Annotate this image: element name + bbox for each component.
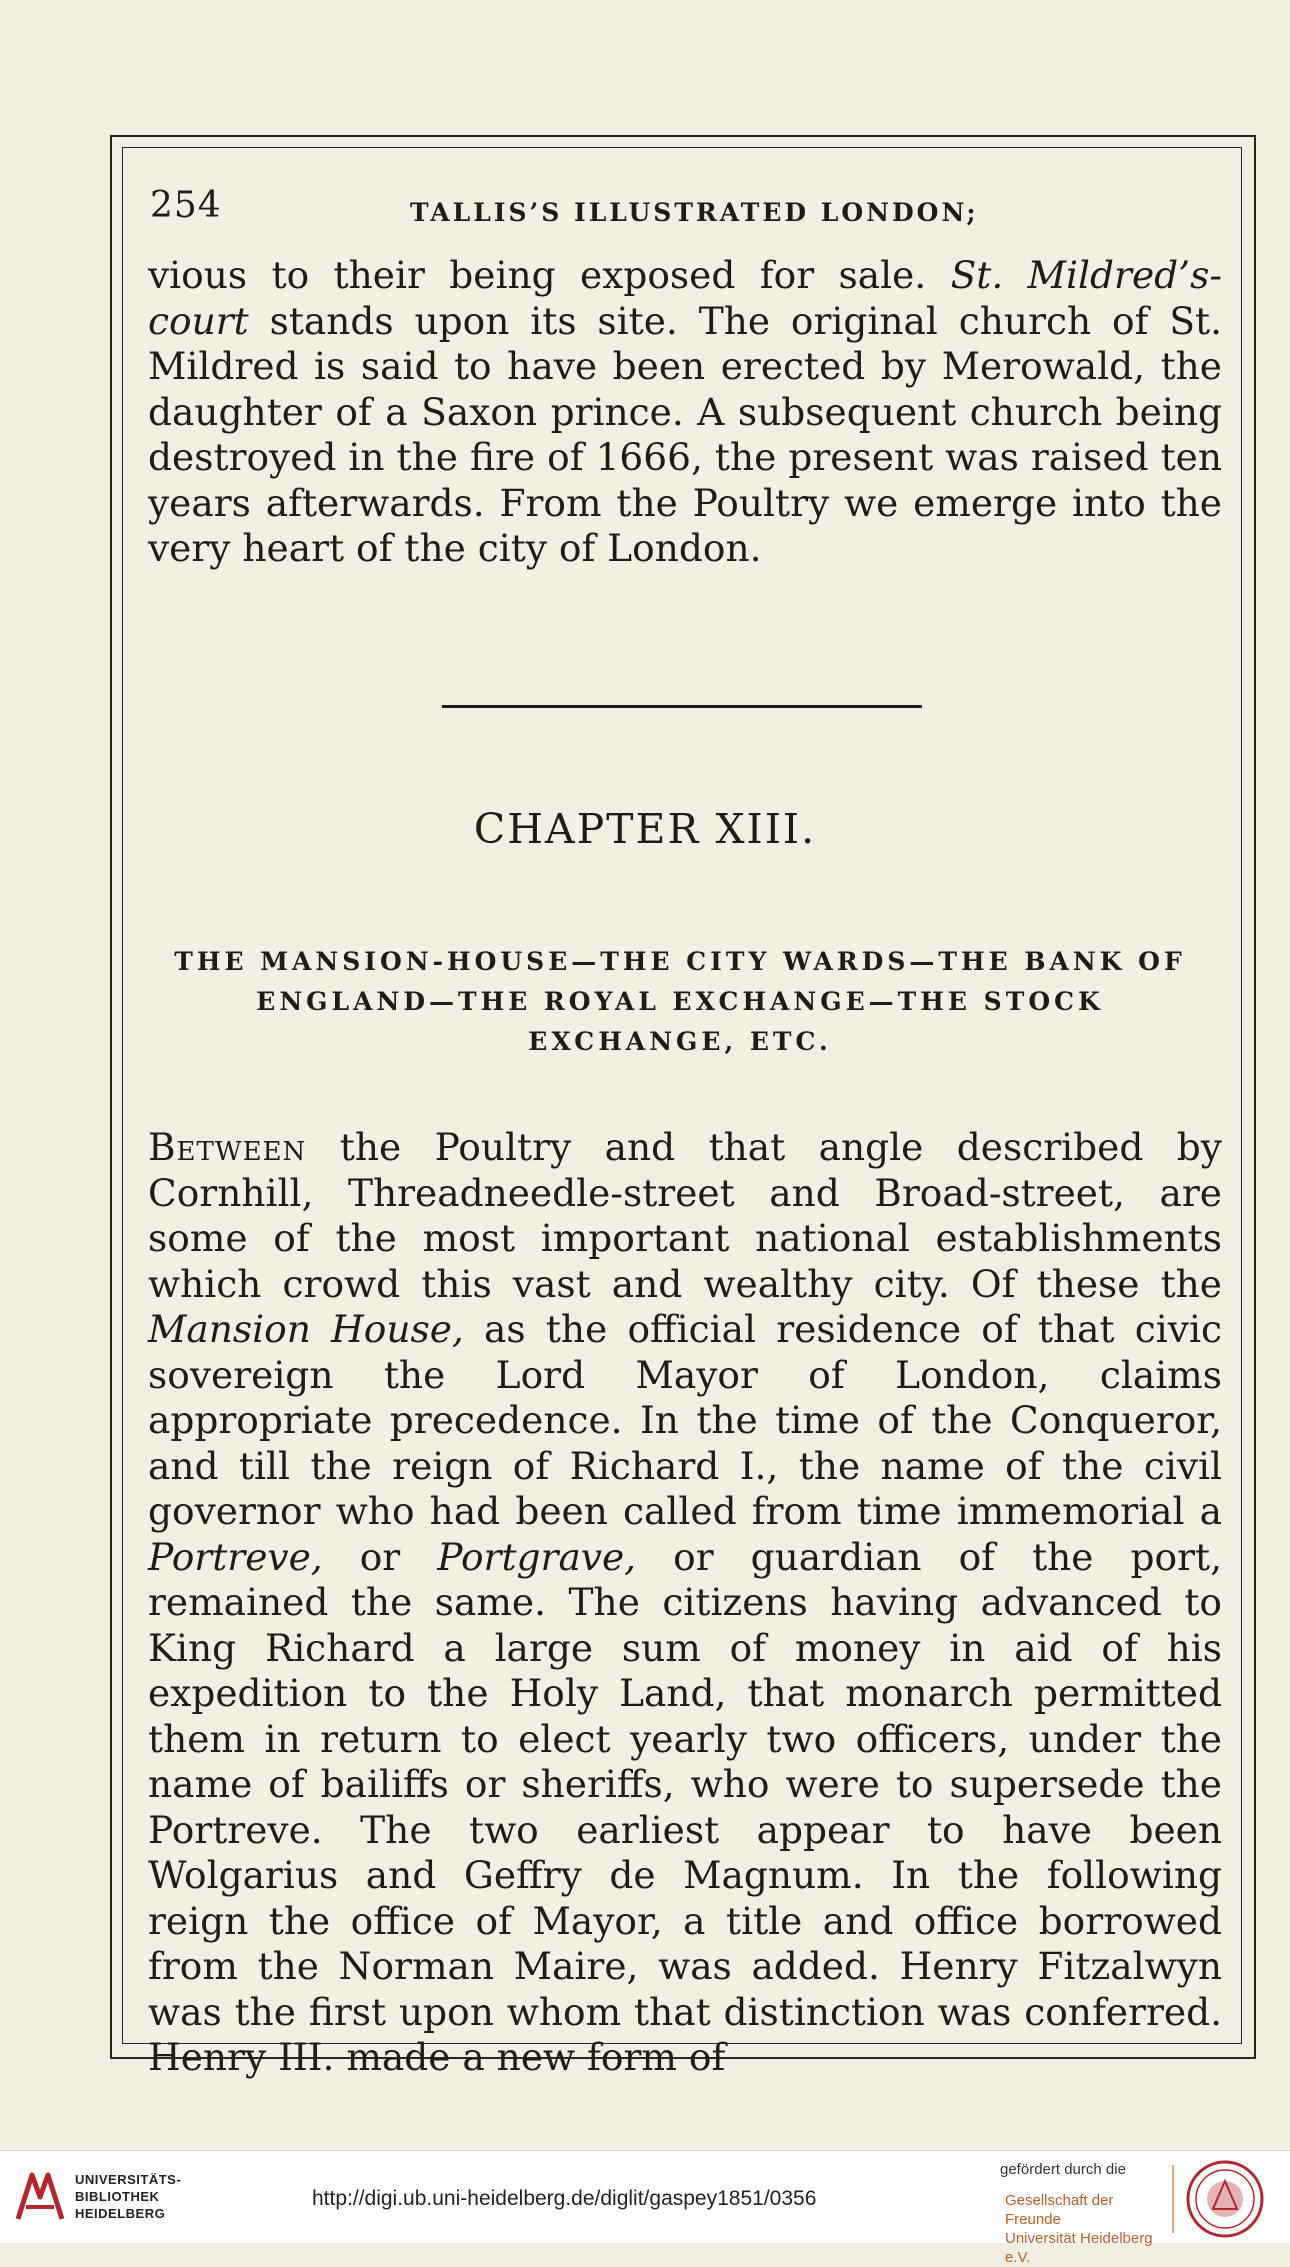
library-name-line: UNIVERSITÄTS- <box>75 2172 182 2187</box>
chapter-title: CHAPTER XIII. <box>473 805 817 853</box>
page-number: 254 <box>150 185 222 226</box>
university-library-logo-icon[interactable] <box>12 2167 68 2227</box>
paragraph-text: the Poultry and that angle described by Cornhill, Threadneedle-street and Broad-street, are some of the most important national establishments which crowd this vast and wealthy city. Of these the <box>148 1125 1222 1306</box>
section-divider <box>442 705 922 708</box>
chapter-subtitle-line: EXCHANGE, ETC. <box>528 1027 832 1056</box>
digitization-footer <box>0 2150 1290 2266</box>
library-name-line: BIBLIOTHEK <box>75 2189 160 2204</box>
running-title: TALLIS’S ILLUSTRATED LONDON; <box>410 198 979 227</box>
paragraph-text: or <box>322 1534 438 1579</box>
paragraph-text: as the official residence of that civic sovereign the Lord Mayor of London, claims appropriate precedence. In the time of the Conqueror, and till the reign of Richard I., the name of the civil governor who had been called from time immemorial a <box>148 1307 1222 1533</box>
footer-divider <box>1172 2165 1174 2233</box>
sponsor-name-line: Gesellschaft der Freunde <box>1005 2192 1114 2228</box>
paragraph-text: vious to their being exposed for sale. <box>148 253 951 297</box>
paragraph-continuation <box>148 253 1222 572</box>
italic-phrase: Portreve, <box>148 1534 323 1579</box>
university-seal-icon[interactable] <box>1185 2159 1265 2239</box>
italic-phrase: Portgrave, <box>437 1534 637 1579</box>
paragraph-text: stands upon its site. The original church of St. Mildred is said to have been erected by Merowald, the daughter of a Saxon prince. A subsequent church being destroyed in the fire of 1666, the present was raised ten years afterwards. From the Poultry we emerge into the very heart of the city of London. <box>148 298 1222 570</box>
paragraph-lead-word: Between <box>148 1125 307 1169</box>
paragraph-text: or guardian of the port, remained the same. The citizens having advanced to King Richard a large sum of money in aid of his expedition to the Holy Land, that monarch permitted them in return to elect yearly two officers, under the name of bailiffs or sheriffs, who were to supersede the Portreve. The two earliest appear to have been Wolgarius and Geffry de Magnum. In the following reign the office of Mayor, a title and office borrowed from the Norman Maire, was added. Henry Fitzalwyn was the first upon whom that distinction was conferred. Henry III. made a new form of <box>148 1534 1222 2079</box>
library-name <box>75 2171 181 2222</box>
permalink-url[interactable]: http://digi.ub.uni-heidelberg.de/diglit/gaspey1851/0356 <box>312 2187 817 2210</box>
sponsor-name <box>1005 2191 1165 2267</box>
italic-phrase: St. Mildred’s-court <box>148 253 1223 343</box>
italic-phrase: Mansion House, <box>148 1307 464 1351</box>
sponsor-name-line: Universität Heidelberg e.V. <box>1005 2230 1153 2266</box>
page-header <box>150 185 1230 235</box>
chapter-subtitle-line: THE MANSION-HOUSE—THE CITY WARDS—THE BANK OF <box>174 947 1186 976</box>
sponsor-label: gefördert durch die <box>1000 2161 1126 2178</box>
library-name-line: HEIDELBERG <box>75 2206 166 2221</box>
chapter-subtitle <box>140 942 1220 1062</box>
chapter-subtitle-line: ENGLAND—THE ROYAL EXCHANGE—THE STOCK <box>256 987 1104 1016</box>
chapter-body-paragraph <box>148 1125 1222 2081</box>
